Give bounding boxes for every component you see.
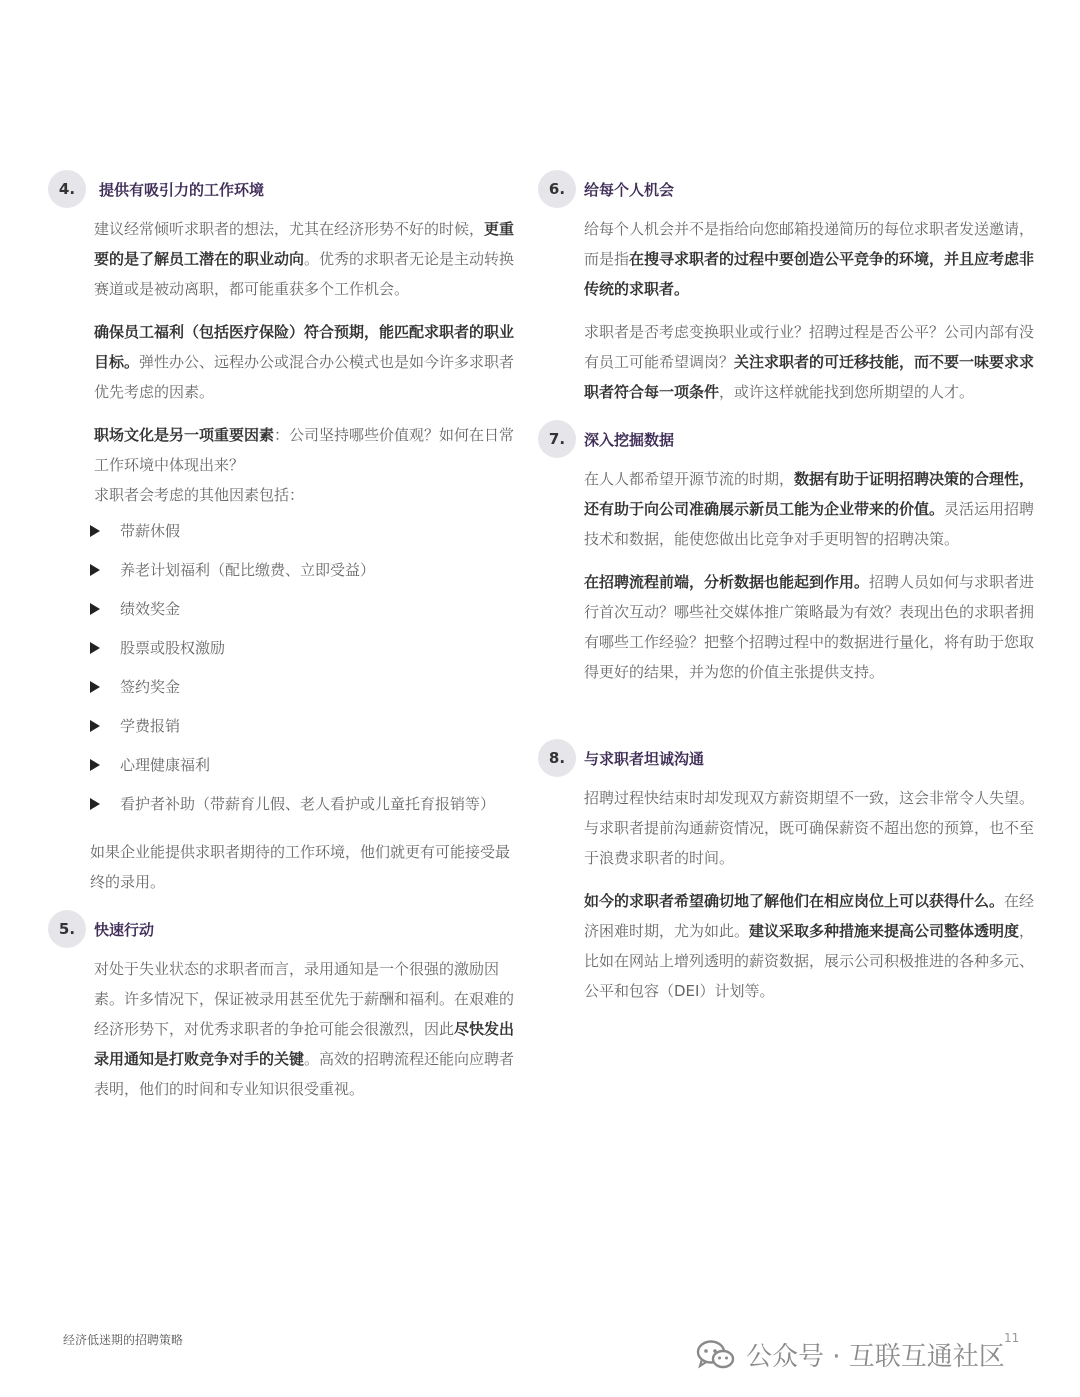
section-body: [584, 214, 1036, 407]
paragraph: 招聘过程快结束时却发现双方薪资期望不一致，这会非常令人失望。与求职者提前沟通薪资情况，既可确保薪资不超出您的预算，也不至于浪费求职者的时间。: [584, 789, 1035, 867]
section-body: [584, 783, 1036, 1006]
list-item: 心理健康福利: [90, 750, 518, 789]
paragraph: 在招聘流程前端，分析数据也能起到作用。招聘人员如何与求职者进行首次互动？哪些社交媒体推广策略最为有效？表现出色的求职者拥有哪些工作经验？把整个招聘过程中的数据进行量化，将有助于您取得更好的结果，并为您的价值主张提供支持。: [584, 573, 1035, 681]
paragraph: 建议经常倾听求职者的想法，尤其在经济形势不好的时候，更重要的是了解员工潜在的职业动向。优秀的求职者无论是主动转换赛道或是被动离职，都可能重获多个工作机会。: [94, 220, 515, 298]
section-8: [538, 739, 1036, 1006]
paragraph: 如今的求职者希望确切地了解他们在相应岗位上可以获得什么。在经济困难时期，尤为如此。建议采取多种措施来提高公司整体透明度，比如在网站上增列透明的薪资数据，展示公司积极推进的各种多元、公平和包容（DEI）计划等。: [584, 892, 1035, 1000]
list-item: 养老计划福利（配比缴费、立即受益）: [90, 555, 518, 594]
section-number-badge: 4.: [48, 170, 86, 208]
section-number-badge: 6.: [538, 170, 576, 208]
list-item: 绩效奖金: [90, 594, 518, 633]
triangle-bullet-icon: [90, 681, 100, 693]
paragraph: 在人人都希望开源节流的时期，数据有助于证明招聘决策的合理性，还有助于向公司准确展示新员工能为企业带来的价值。灵活运用招聘技术和数据，能使您做出比竞争对手更明智的招聘决策。: [584, 470, 1035, 548]
section-4: [48, 170, 518, 897]
watermark-text: 公众号 · 互联互通社区: [746, 1342, 1005, 1372]
list-item: 学费报销: [90, 711, 518, 750]
section-title: 与求职者坦诚沟通: [584, 749, 705, 768]
triangle-bullet-icon: [90, 759, 100, 771]
wechat-icon: [696, 1339, 736, 1371]
list-item: 股票或股权激励: [90, 633, 518, 672]
paragraph: 求职者是否考虑变换职业或行业？招聘过程是否公平？公司内部有没有员工可能希望调岗？关注求职者的可迁移技能，而不要一味要求求职者符合每一项条件，或许这样就能找到您所期望的人才。: [584, 323, 1035, 401]
section-number-badge: 7.: [538, 420, 576, 458]
list-item: 签约奖金: [90, 672, 518, 711]
paragraph: 确保员工福利（包括医疗保险）符合预期，能匹配求职者的职业目标。弹性办公、远程办公或混合办公模式也是如今许多求职者优先考虑的因素。: [94, 323, 515, 401]
page-number: 11: [1004, 1331, 1020, 1345]
factor-list: [94, 516, 518, 828]
section-body: [584, 464, 1036, 687]
paragraph: 如果企业能提供求职者期待的工作环境，他们就更有可能接受最终的录用。: [90, 843, 511, 891]
section-title: 提供有吸引力的工作环境: [99, 180, 265, 199]
left-column: [48, 170, 518, 1117]
triangle-bullet-icon: [90, 564, 100, 576]
section-title: 快速行动: [94, 920, 155, 939]
section-body: [94, 954, 518, 1104]
right-column: [538, 170, 1036, 1019]
section-7: [538, 420, 1036, 687]
triangle-bullet-icon: [90, 642, 100, 654]
paragraph: 对处于失业状态的求职者而言，录用通知是一个很强的激励因素。许多情况下，保证被录用甚至优先于薪酬和福利。在艰难的经济形势下，对优秀求职者的争抢可能会很激烈，因此尽快发出录用通知是打败竞争对手的关键。高效的招聘流程还能向应聘者表明，他们的时间和专业知识很受重视。: [94, 960, 515, 1098]
list-item: 带薪休假: [90, 516, 518, 555]
section-title: 深入挖掘数据: [584, 430, 675, 449]
triangle-bullet-icon: [90, 603, 100, 615]
section-6: [538, 170, 1036, 407]
section-body: [90, 214, 518, 897]
section-5: [48, 910, 518, 1104]
section-number-badge: 8.: [538, 739, 576, 777]
paragraph: 给每个人机会并不是指给向您邮箱投递简历的每位求职者发送邀请，而是指在搜寻求职者的过程中要创造公平竞争的环境，并且应考虑非传统的求职者。: [584, 220, 1035, 298]
triangle-bullet-icon: [90, 525, 100, 537]
paragraph: 求职者会考虑的其他因素包括：: [94, 486, 305, 504]
paragraph: 职场文化是另一项重要因素：公司坚持哪些价值观？如何在日常工作环境中体现出来？: [94, 426, 515, 474]
triangle-bullet-icon: [90, 720, 100, 732]
section-title: 给每个人机会: [584, 180, 675, 199]
footer-doc-title: 经济低迷期的招聘策略: [63, 1333, 184, 1347]
list-item: 看护者补助（带薪育儿假、老人看护或儿童托育报销等）: [90, 789, 518, 828]
watermark: [696, 1336, 1005, 1373]
section-number-badge: 5.: [48, 910, 86, 948]
triangle-bullet-icon: [90, 798, 100, 810]
